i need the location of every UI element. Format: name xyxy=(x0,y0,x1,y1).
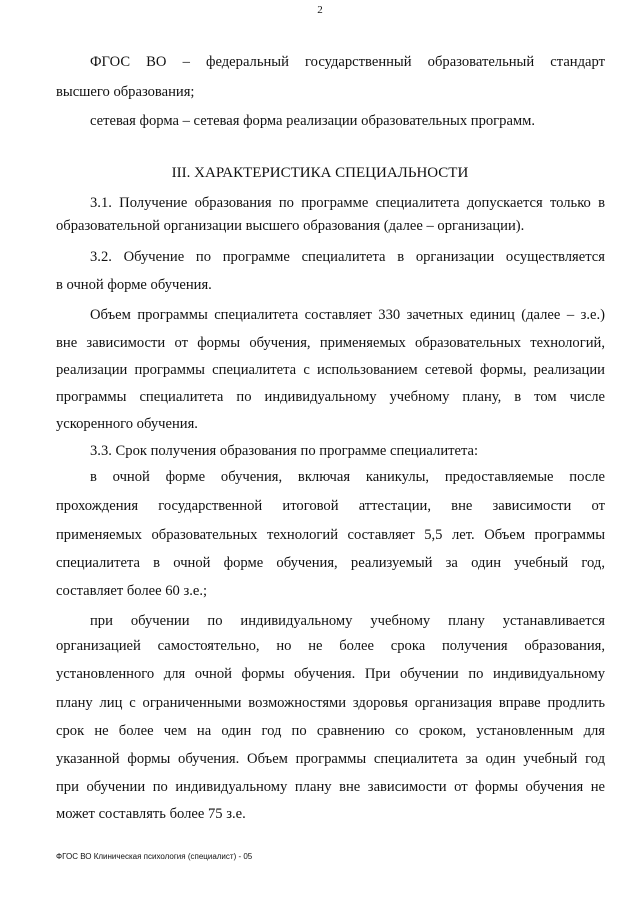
ochnaya-line2: прохождения государственной итоговой аттестации, вне зависимости от xyxy=(56,498,605,514)
page-number: 2 xyxy=(317,4,323,16)
ochnaya-line1: в очной форме обучения, включая каникулы, предоставляемые после xyxy=(90,469,605,485)
individual-line3: установленного для очной формы обучения. При обучении по индивидуальному xyxy=(56,666,605,682)
individual-line1: при обучении по индивидуальному учебному плану устанавливается xyxy=(90,613,605,629)
paragraph-3-1-line2: образовательной организации высшего образования (далее – организации). xyxy=(56,218,525,234)
volume-line4: программы специалитета по индивидуальному учебному плану, в том числе xyxy=(56,389,605,405)
section-title: III. ХАРАКТЕРИСТИКА СПЕЦИАЛЬНОСТИ xyxy=(171,165,469,181)
ochnaya-line3: применяемых образовательных технологий составляет 5,5 лет. Объем программы xyxy=(56,527,605,543)
volume-line2: вне зависимости от формы обучения, применяемых образовательных технологий, xyxy=(56,335,605,351)
volume-line1: Объем программы специалитета составляет 330 зачетных единиц (далее – з.е.) xyxy=(90,307,605,323)
paragraph-3-2-line1: 3.2. Обучение по программе специалитета в организации осуществляется xyxy=(90,249,605,265)
paragraph-3-3-title: 3.3. Срок получения образования по программе специалитета: xyxy=(90,443,479,459)
individual-line7: при обучении по индивидуальному плану вне зависимости от формы обучения не xyxy=(56,779,605,795)
ochnaya-line5: составляет более 60 з.е.; xyxy=(56,583,208,599)
individual-line5: срок не более чем на один год по сравнению со сроком, установленным для xyxy=(56,723,605,739)
individual-line2: организацией самостоятельно, но не более срока получения образования, xyxy=(56,638,605,654)
ochnaya-line4: специалитета в очной форме обучения, реализуемый за один учебный год, xyxy=(56,555,605,571)
paragraph-3-1-line1: 3.1. Получение образования по программе специалитета допускается только в xyxy=(90,195,605,211)
volume-line5: ускоренного обучения. xyxy=(56,416,198,432)
individual-line4: плану лиц с ограниченными возможностями здоровья организация вправе продлить xyxy=(56,695,605,711)
footer: ФГОС ВО Клиническая психология (специалист) - 05 xyxy=(56,852,253,861)
volume-line3: реализации программы специалитета с использованием сетевой формы, реализации xyxy=(56,362,605,378)
individual-line8: может составлять более 75 з.е. xyxy=(56,806,246,822)
definition-fgos-line2: высшего образования; xyxy=(56,84,195,100)
paragraph-3-2-line2: в очной форме обучения. xyxy=(56,277,212,293)
definition-fgos-line1: ФГОС ВО – федеральный государственный образовательный стандарт xyxy=(90,54,605,70)
individual-line6: указанной формы обучения. Объем программы специалитета за один учебный год xyxy=(56,751,605,767)
definition-network: сетевая форма – сетевая форма реализации образовательных программ. xyxy=(90,113,536,129)
